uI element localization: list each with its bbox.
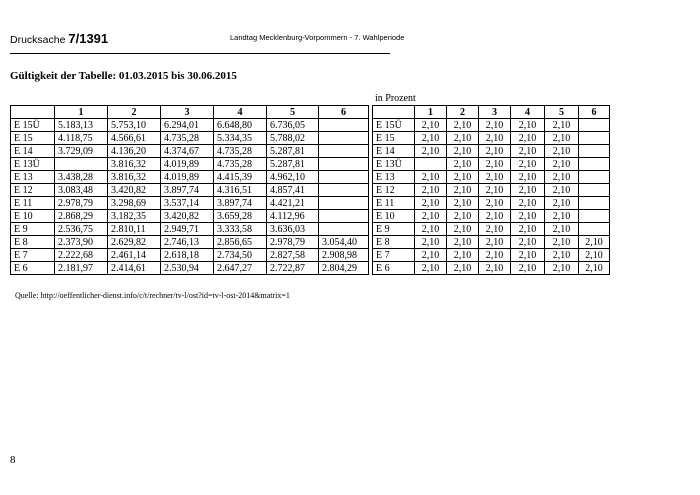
value-cell: 2,10 [545,171,579,184]
table-row [11,236,369,249]
value-cell: 2.978,79 [267,236,319,249]
value-cell: 2,10 [415,262,447,275]
document-number-label [10,31,108,46]
value-cell: 2,10 [447,249,479,262]
value-cell: 2,10 [479,249,511,262]
value-cell: 2,10 [447,119,479,132]
pay-group-cell: E 7 [11,249,55,262]
table-row [11,262,369,275]
value-cell: 2,10 [447,145,479,158]
value-cell: 2.856,65 [214,236,267,249]
header-cell-step-6: 6 [319,106,369,119]
pay-group-cell: E 6 [11,262,55,275]
header-cell-step-2: 2 [108,106,161,119]
value-cell: 2,10 [545,249,579,262]
value-cell: 2,10 [511,171,545,184]
value-cell: 2,10 [511,197,545,210]
pay-group-cell: E 13 [11,171,55,184]
table-row [11,223,369,236]
value-cell: 2,10 [479,145,511,158]
value-cell: 2,10 [447,158,479,171]
value-cell: 5.287,81 [267,145,319,158]
header-cell-group [11,106,55,119]
value-cell: 2,10 [545,132,579,145]
value-cell: 5.334,35 [214,132,267,145]
parliament-label: Landtag Mecklenburg-Vorpommern - 7. Wahlperiode [230,33,405,42]
page-number: 8 [10,454,16,466]
value-cell: 2,10 [415,236,447,249]
value-cell: 2,10 [447,197,479,210]
pay-group-cell: E 15 [373,132,415,145]
salary-amounts-table [10,105,369,275]
value-cell: 2,10 [511,223,545,236]
pay-group-cell: E 13Ü [373,158,415,171]
table-row [373,145,610,158]
pay-group-cell: E 11 [11,197,55,210]
value-cell: 2,10 [545,210,579,223]
value-cell [579,132,610,145]
value-cell [579,145,610,158]
table-row [373,262,610,275]
value-cell: 3.182,35 [108,210,161,223]
value-cell: 4.118,75 [55,132,108,145]
value-cell: 2.734,50 [214,249,267,262]
value-cell: 2,10 [447,262,479,275]
table-row [373,197,610,210]
value-cell: 2,10 [479,119,511,132]
value-cell: 4.735,28 [214,158,267,171]
value-cell: 2,10 [511,236,545,249]
table-row [373,210,610,223]
value-cell: 2,10 [579,236,610,249]
value-cell: 2.827,58 [267,249,319,262]
table-row [373,119,610,132]
value-cell: 2,10 [479,158,511,171]
value-cell: 2.536,75 [55,223,108,236]
value-cell: 3.438,28 [55,171,108,184]
value-cell: 4.735,28 [161,132,214,145]
value-cell: 2,10 [545,119,579,132]
value-cell: 2.222,68 [55,249,108,262]
value-cell [319,197,369,210]
table-row [11,210,369,223]
header-cell-step-3: 3 [161,106,214,119]
value-cell: 4.415,39 [214,171,267,184]
value-cell: 2.647,27 [214,262,267,275]
value-cell: 3.537,14 [161,197,214,210]
header-divider [10,53,390,54]
table-row [11,197,369,210]
value-cell: 2.629,82 [108,236,161,249]
value-cell: 2.530,94 [161,262,214,275]
value-cell: 3.816,32 [108,171,161,184]
value-cell: 3.636,03 [267,223,319,236]
value-cell [319,184,369,197]
value-cell: 2,10 [479,262,511,275]
value-cell: 2,10 [545,145,579,158]
value-cell: 2,10 [447,132,479,145]
value-cell: 2,10 [545,236,579,249]
value-cell: 2,10 [579,249,610,262]
value-cell: 2,10 [545,197,579,210]
value-cell: 4.857,41 [267,184,319,197]
value-cell: 6.736,05 [267,119,319,132]
header-cell-step-5: 5 [545,106,579,119]
table-row [11,145,369,158]
value-cell: 2,10 [415,197,447,210]
value-cell [579,119,610,132]
value-cell: 2,10 [511,210,545,223]
pay-group-cell: E 8 [11,236,55,249]
value-cell: 2,10 [415,119,447,132]
value-cell [319,210,369,223]
value-cell: 6.648,80 [214,119,267,132]
pay-group-cell: E 9 [11,223,55,236]
pay-group-cell: E 10 [11,210,55,223]
value-cell: 2,10 [579,262,610,275]
value-cell: 3.420,82 [161,210,214,223]
value-cell: 4.735,28 [214,145,267,158]
value-cell: 2,10 [479,236,511,249]
value-cell: 3.729,09 [55,145,108,158]
header-cell-step-4: 4 [511,106,545,119]
value-cell [319,171,369,184]
pay-group-cell: E 6 [373,262,415,275]
value-cell [579,184,610,197]
value-cell [319,145,369,158]
doc-label: Drucksache [10,34,66,46]
table-row [373,158,610,171]
value-cell: 6.294,01 [161,119,214,132]
value-cell: 2,10 [447,184,479,197]
value-cell: 3.659,28 [214,210,267,223]
table-header-row [11,106,369,119]
value-cell: 2,10 [447,210,479,223]
value-cell [319,132,369,145]
table-row [373,236,610,249]
value-cell: 2,10 [479,223,511,236]
value-cell: 2.461,14 [108,249,161,262]
value-cell: 3.083,48 [55,184,108,197]
pay-group-cell: E 15Ü [373,119,415,132]
value-cell [579,171,610,184]
table-row [373,249,610,262]
percent-unit-label: in Prozent [375,93,416,104]
header-cell-step-6: 6 [579,106,610,119]
table-row [373,223,610,236]
value-cell: 5.183,13 [55,119,108,132]
value-cell: 2,10 [479,184,511,197]
value-cell: 2,10 [511,132,545,145]
value-cell: 2.373,90 [55,236,108,249]
value-cell: 4.421,21 [267,197,319,210]
value-cell: 2.949,71 [161,223,214,236]
value-cell: 2,10 [545,158,579,171]
pay-group-cell: E 8 [373,236,415,249]
value-cell [579,158,610,171]
value-cell: 2,10 [511,158,545,171]
table-row [11,184,369,197]
value-cell: 2,10 [415,223,447,236]
pay-group-cell: E 14 [373,145,415,158]
value-cell: 2,10 [479,210,511,223]
value-cell: 4.019,89 [161,171,214,184]
doc-number: 7/1391 [68,31,109,46]
value-cell: 2,10 [447,171,479,184]
table-row [373,184,610,197]
header-cell-step-3: 3 [479,106,511,119]
validity-heading: Gültigkeit der Tabelle: 01.03.2015 bis 30.06.2015 [10,70,237,82]
value-cell: 2.868,29 [55,210,108,223]
value-cell: 2,10 [415,249,447,262]
header-cell-step-2: 2 [447,106,479,119]
value-cell: 5.788,02 [267,132,319,145]
source-note: Quelle: http://oeffentlicher-dienst.info/c/t/rechner/tv-l/ost?id=tv-l-ost-2014&matrix=1 [15,291,290,300]
value-cell: 2,10 [479,132,511,145]
value-cell: 5.287,81 [267,158,319,171]
value-cell: 4.316,51 [214,184,267,197]
value-cell: 2.810,11 [108,223,161,236]
value-cell [319,119,369,132]
table-row [11,249,369,262]
value-cell: 2,10 [415,145,447,158]
value-cell: 3.897,74 [161,184,214,197]
header-cell-group [373,106,415,119]
value-cell: 2,10 [511,262,545,275]
value-cell: 4.566,61 [108,132,161,145]
value-cell: 3.298,69 [108,197,161,210]
pay-group-cell: E 13 [373,171,415,184]
header-cell-step-1: 1 [55,106,108,119]
value-cell: 2.978,79 [55,197,108,210]
percent-increase-table [372,105,610,275]
value-cell: 2,10 [479,171,511,184]
value-cell: 2.181,97 [55,262,108,275]
pay-group-cell: E 7 [373,249,415,262]
pay-group-cell: E 15 [11,132,55,145]
value-cell [579,197,610,210]
value-cell: 3.420,82 [108,184,161,197]
table-row [11,171,369,184]
value-cell: 2,10 [479,197,511,210]
pay-group-cell: E 13Ü [11,158,55,171]
value-cell: 2,10 [415,132,447,145]
value-cell [415,158,447,171]
value-cell: 4.374,67 [161,145,214,158]
table-row [11,158,369,171]
value-cell: 2,10 [447,223,479,236]
header-cell-step-4: 4 [214,106,267,119]
value-cell: 3.054,40 [319,236,369,249]
value-cell [55,158,108,171]
value-cell [319,223,369,236]
value-cell: 2,10 [415,171,447,184]
value-cell: 4.112,96 [267,210,319,223]
table-header-row [373,106,610,119]
value-cell: 2,10 [511,145,545,158]
value-cell: 3.816,32 [108,158,161,171]
value-cell: 3.333,58 [214,223,267,236]
pay-group-cell: E 10 [373,210,415,223]
value-cell: 4.019,89 [161,158,214,171]
value-cell: 2,10 [511,184,545,197]
value-cell: 2.722,87 [267,262,319,275]
table-row [373,171,610,184]
value-cell [579,223,610,236]
value-cell: 2.804,29 [319,262,369,275]
table-row [373,132,610,145]
value-cell: 3.897,74 [214,197,267,210]
value-cell: 2.618,18 [161,249,214,262]
value-cell: 2,10 [511,119,545,132]
pay-group-cell: E 14 [11,145,55,158]
value-cell: 4.962,10 [267,171,319,184]
pay-group-cell: E 12 [373,184,415,197]
table-row [11,132,369,145]
value-cell: 2,10 [545,223,579,236]
value-cell: 2,10 [545,184,579,197]
table-row [11,119,369,132]
value-cell: 2.414,61 [108,262,161,275]
value-cell: 2,10 [415,210,447,223]
value-cell: 2.908,98 [319,249,369,262]
value-cell: 2,10 [511,249,545,262]
pay-group-cell: E 11 [373,197,415,210]
pay-group-cell: E 12 [11,184,55,197]
value-cell: 2,10 [545,262,579,275]
value-cell: 4.136,20 [108,145,161,158]
value-cell: 2.746,13 [161,236,214,249]
value-cell: 5.753,10 [108,119,161,132]
pay-group-cell: E 9 [373,223,415,236]
header-cell-step-1: 1 [415,106,447,119]
value-cell [319,158,369,171]
pay-group-cell: E 15Ü [11,119,55,132]
header-cell-step-5: 5 [267,106,319,119]
value-cell [579,210,610,223]
value-cell: 2,10 [447,236,479,249]
value-cell: 2,10 [415,184,447,197]
